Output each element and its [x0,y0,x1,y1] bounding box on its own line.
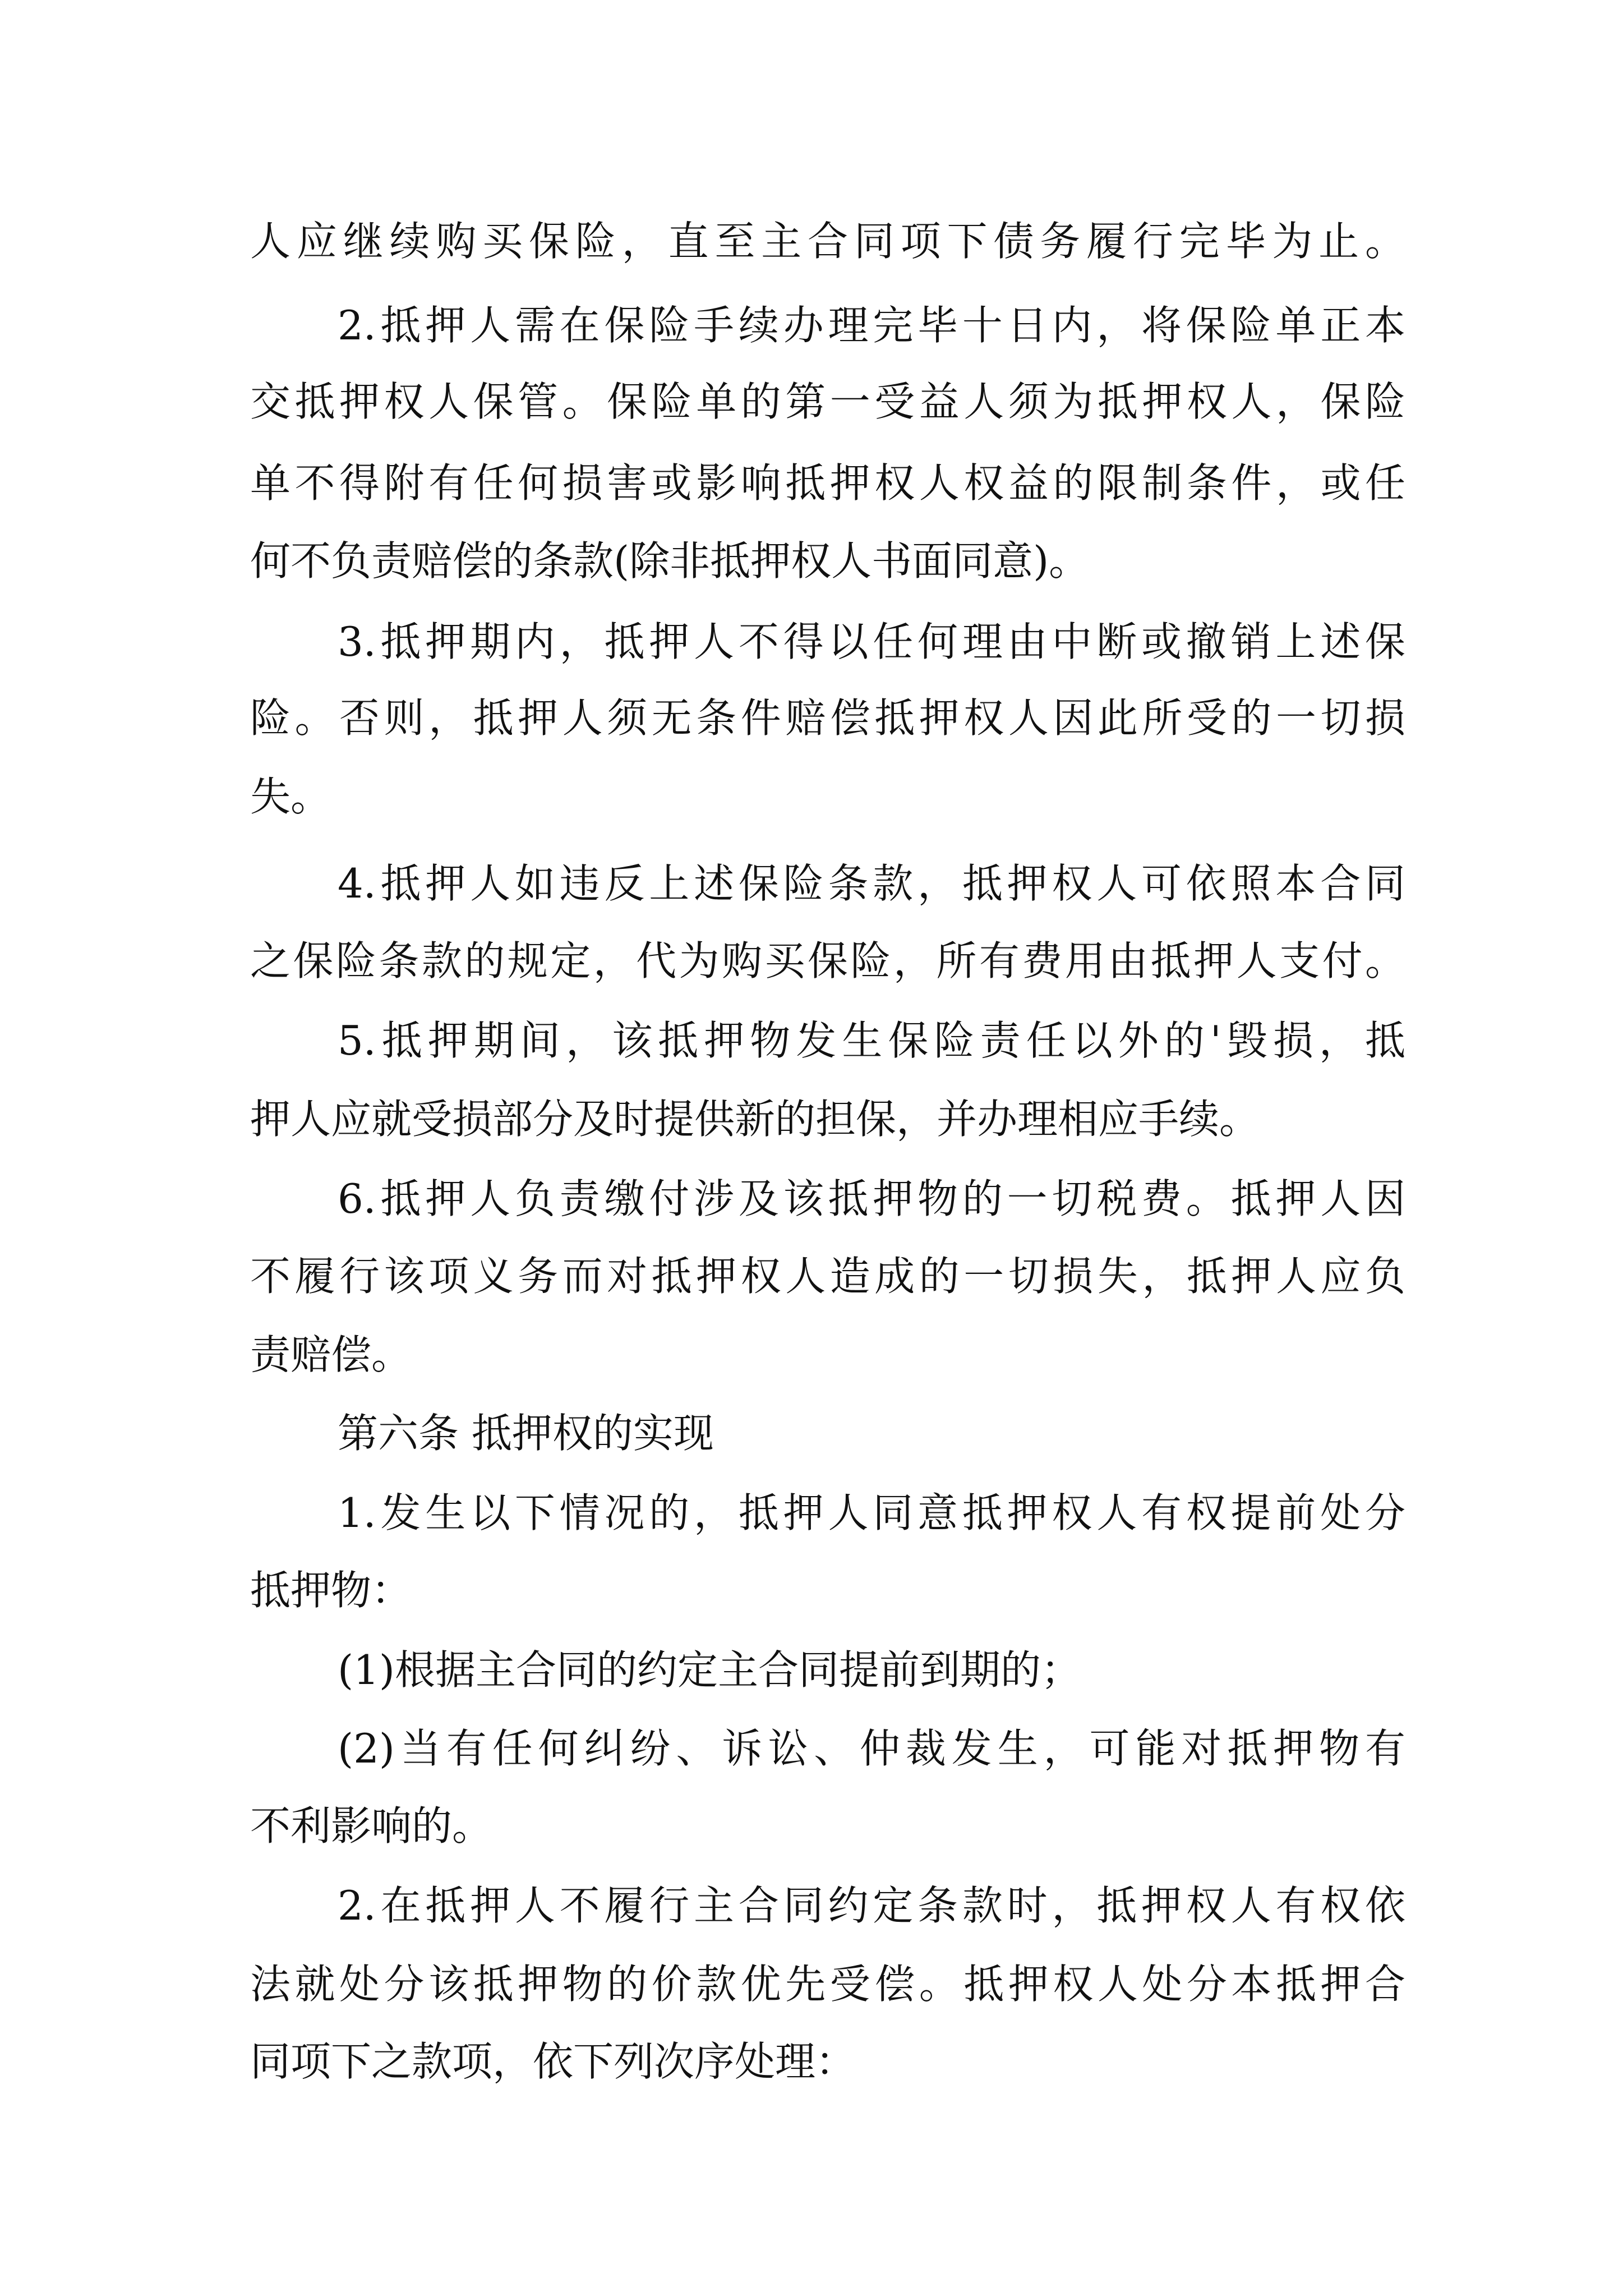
text-line: 人应继续购买保险，直至主合同项下债务履行完毕为止。 [250,218,1405,265]
text-line: 1.发生以下情况的，抵押人同意抵押权人有权提前处分 [338,1489,1405,1536]
text-line: 法就处分该抵押物的价款优先受偿。抵押权人处分本抵押合 [250,1961,1405,2008]
text-line: 险。否则，抵押人须无条件赔偿抵押权人因此所受的一切损 [250,694,1405,742]
text-line: 之保险条款的规定，代为购买保险，所有费用由抵押人支付。 [250,937,1405,984]
text-line: 2.在抵押人不履行主合同约定条款时，抵押权人有权依 [338,1882,1405,1929]
text-line: 交抵押权人保管。保险单的第一受益人须为抵押权人，保险 [250,378,1405,425]
text-line: 单不得附有任何损害或影响抵押权人权益的限制条件，或任 [250,459,1405,507]
text-line: 6.抵押人负责缴付涉及该抵押物的一切税费。抵押人因 [338,1175,1405,1222]
text-line: 不履行该项义务而对抵押权人造成的一切损失，抵押人应负 [250,1253,1405,1300]
text-line: 责赔偿。 [250,1331,412,1378]
text-line: 5.抵押期间，该抵押物发生保险责任以外的'毁损，抵 [338,1017,1405,1064]
text-line: 何不负责赔偿的条款(除非抵押权人书面同意)。 [250,537,1090,585]
text-line: (2)当有任何纠纷、诉讼、仲裁发生，可能对抵押物有 [338,1725,1405,1772]
text-line: 失。 [250,773,331,820]
text-line: (1)根据主合同的约定主合同提前到期的； [338,1646,1081,1694]
text-line: 2.抵押人需在保险手续办理完毕十日内，将保险单正本 [338,302,1405,349]
text-line: 同项下之款项，依下列次序处理： [250,2038,856,2085]
text-line: 不利影响的。 [250,1802,493,1849]
text-line: 押人应就受损部分及时提供新的担保，并办理相应手续。 [250,1096,1260,1143]
text-line: 3.抵押期内，抵押人不得以任何理由中断或撤销上述保 [338,618,1405,665]
text-line: 4.抵押人如违反上述保险条款，抵押权人可依照本合同 [338,860,1405,907]
text-line: 抵押物： [250,1567,412,1614]
section-heading: 第六条 抵押权的实现 [338,1410,714,1457]
